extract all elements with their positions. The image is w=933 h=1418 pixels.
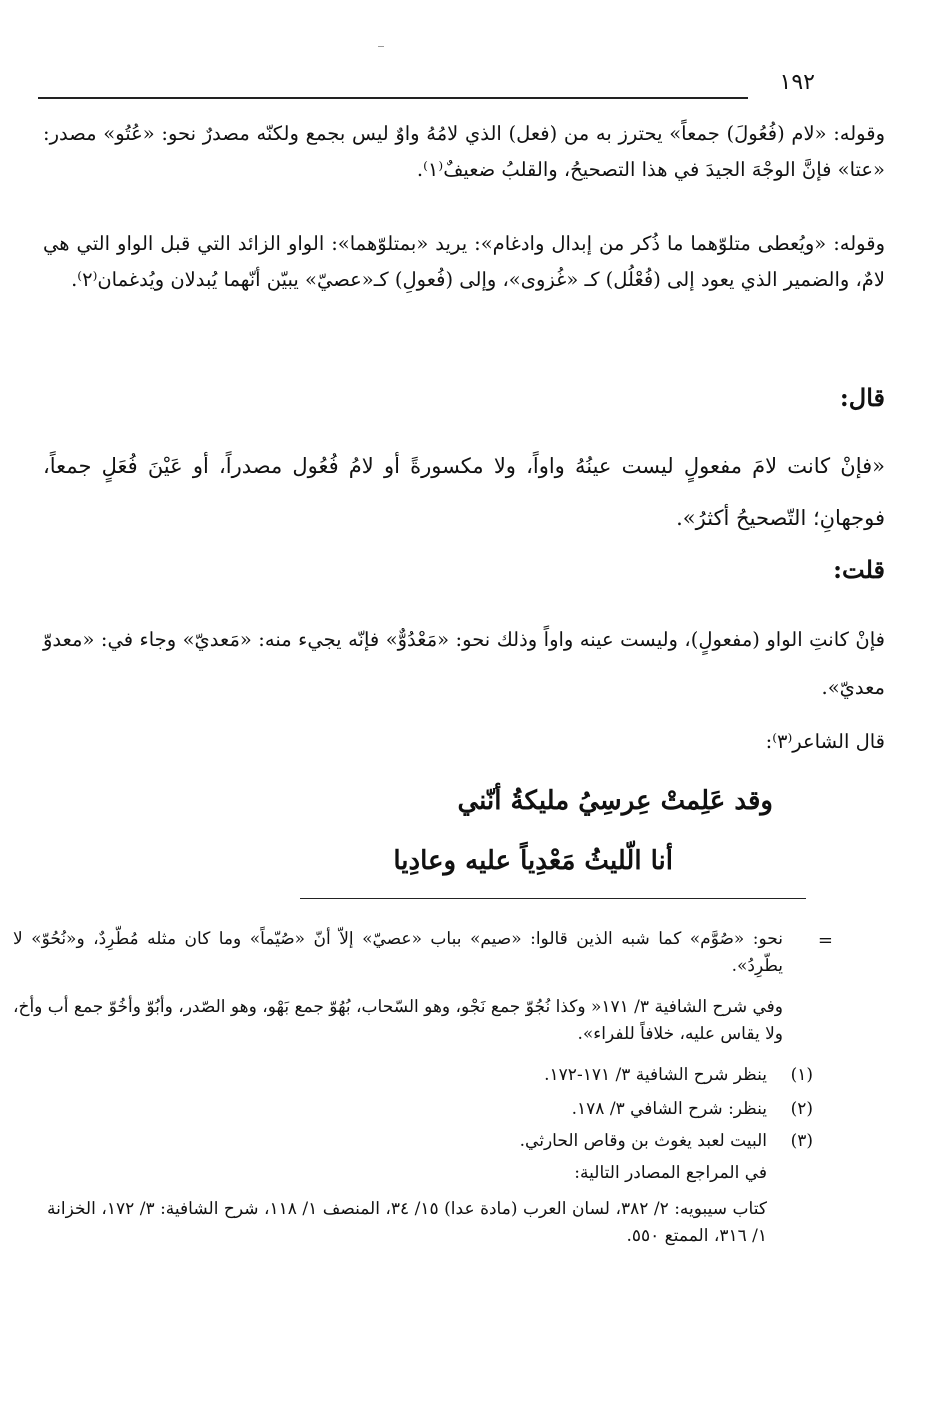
verse-line-1: وقد عَلِمتْ عِرسِيُ مليكةُ أنّني <box>457 786 773 816</box>
footnote-3-sources-intro: في المراجع المصادر التالية: <box>574 1163 767 1183</box>
footnote-text: البيت لعبد يغوث بن وقاص الحارثي. <box>519 1131 767 1151</box>
footnote-1 <box>13 1062 813 1089</box>
footnote-continuation-2: وفي شرح الشافية ٣/ ١٧١« وكذا نُجُوّ جمع نَجْو، وهو السّحاب، بُهُوّ جمع بَهْو، وهو الصّدر، وأبُوّ وأخُوّ جمع أب وأخ، ولا يقاس عليه، خلافاً للفراء». <box>13 997 783 1044</box>
paragraph-3: فإنْ كانتِ الواو (مفعولٍ)، وليست عينه واواً وذلك نحو: «مَعْدُوٌّ» فإنّه يجيء منه: «مَعديّ» وجاء في: «معدوّ معديّ». <box>43 628 885 699</box>
heading-qal: قال: <box>839 383 885 412</box>
footnote-number: (١) <box>790 1065 813 1085</box>
scan-mark <box>378 46 384 47</box>
footnote-2 <box>13 1096 813 1123</box>
footnote-rule <box>300 898 806 899</box>
footnote-continuation-1: نحو: «صُوَّم» كما شبه الذين قالوا: «صيم» بباب «عصيّ» إلاّ أنّ «صُيّماً» وما كان مثله مُطّرِدٌ، و«نُحُوّ» لا يطّرِدُ». <box>13 929 783 976</box>
footnote-3-sources: كتاب سيبويه: ٢/ ٣٨٢، لسان العرب (مادة عدا) ١٥/ ٣٤، المنصف ١/ ١١٨، شرح الشافية: ٣/ ١٧٢، الخزانة ١/ ٣١٦، الممتع ٥٥٠. <box>47 1199 767 1246</box>
quote-paragraph: «فإنْ كانت لامَ مفعولٍ ليست عينُهُ واواً، ولا مكسورةً أو لامُ فُعُول مصدراً، أو عَيْنَ فُعَلٍ جمعاً، فوجهانِ؛ التّصحيحُ أكثرُ». <box>43 454 885 530</box>
heading-qult: قلت: <box>833 555 885 584</box>
footnote-number: (٢) <box>790 1099 813 1119</box>
header-rule <box>38 97 748 99</box>
footnote-3 <box>13 1128 813 1155</box>
paragraph-1: وقوله: «لام (فُعُولَ) جمعاً» يحترز به من (فعل) الذي لامُهُ واوٌ ليس بجمع ولكنّه مصدرٌ نحو: «عُتُو» مصدر: «عتا» فإنَّ الوجْهَ الجيدَ في هذا التصحيحُ، والقلبُ ضعيفٌ⁽١⁾. <box>43 122 885 181</box>
paragraph-2: وقوله: «ويُعطى متلوّهما ما ذُكر من إبدال وادغام»: يريد «بمتلوّهما»: الواو الزائد التي قبل الواو التي هي لامٌ، والضمير الذي يعود إلى (فُعْلُل) كـ «غُزوى»، وإلى (فُعولِ) كـ«عصيّ» يبيّن أنّهما يُبدلان ويُدغمان⁽٢⁾. <box>43 232 885 291</box>
footnote-text: ينظر: شرح الشافي ٣/ ١٧٨. <box>571 1099 767 1119</box>
footnote-text: ينظر شرح الشافية ٣/ ١٧١-١٧٢. <box>544 1065 767 1085</box>
poet-intro: قال الشاعر⁽٣⁾: <box>765 730 885 753</box>
verse-line-2: أنا الّليثُ مَعْدِياً عليه وعادِيا <box>393 846 673 876</box>
page-number: ١٩٢ <box>779 70 815 95</box>
footnote-number: (٣) <box>790 1131 813 1151</box>
footnote-continuation-marker: = <box>817 930 833 951</box>
